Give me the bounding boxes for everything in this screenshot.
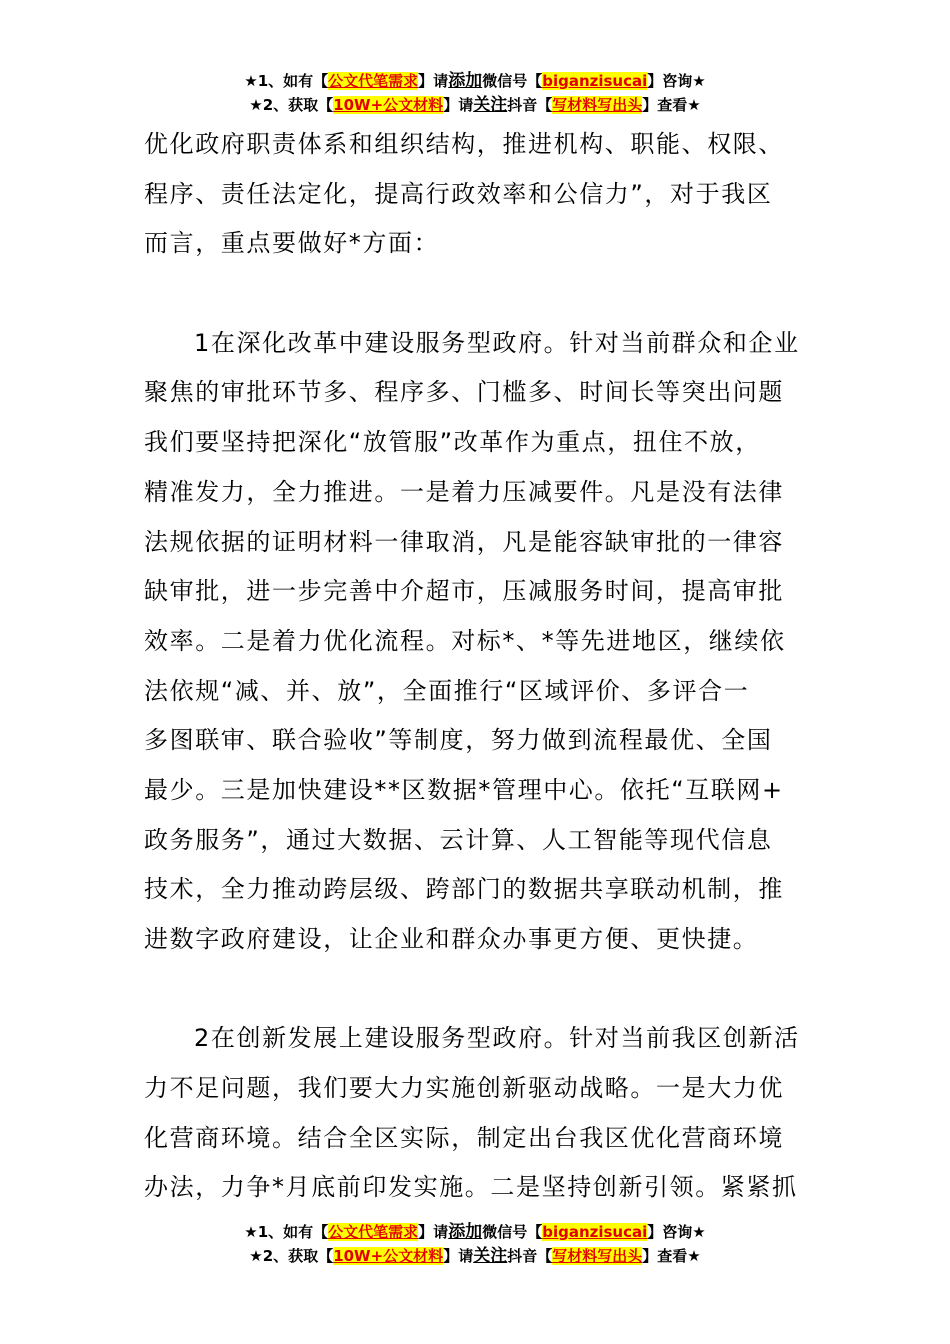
banner-text: 】请 <box>418 72 449 90</box>
banner-emphasis: 添加 <box>448 1222 483 1242</box>
banner-emphasis: 关注 <box>473 95 508 115</box>
banner-line-2 <box>0 93 950 117</box>
text-line: 法规依据的证明材料一律取消，凡是能容缺审批的一律容 <box>144 527 784 556</box>
banner-highlight: 公文代笔需求 <box>328 72 419 90</box>
banner-text: 】咨询★ <box>647 72 706 90</box>
text-line: 而言，重点要做好*方面： <box>144 229 440 258</box>
banner-text: 】查看★ <box>642 96 701 114</box>
text-line: 力不足问题，我们要大力实施创新驱动战略。一是大力优 <box>144 1074 784 1103</box>
text-line: 聚焦的审批环节多、程序多、门槛多、时间长等突出问题 <box>144 378 784 407</box>
banner-highlight: 10W+公文材料 <box>333 1247 444 1265</box>
banner-line-2 <box>0 1244 950 1268</box>
banner-text: 】请 <box>443 1247 474 1265</box>
text-line: 1在深化改革中建设服务型政府。针对当前群众和企业 <box>194 328 800 357</box>
text-line: 多图联审、联合验收”等制度，努力做到流程最优、全国 <box>144 726 773 755</box>
banner-text: ★2、获取【 <box>249 96 334 114</box>
banner-text: 】请 <box>418 1223 449 1241</box>
text-line: 效率。二是着力优化流程。对标*、*等先进地区，继续依 <box>144 626 786 655</box>
text-line: 办法，力争*月底前印发实施。二是坚持创新引领。紧紧抓 <box>144 1173 798 1202</box>
banner-text: 】查看★ <box>642 1247 701 1265</box>
text-line: 优化政府职责体系和组织结构，推进机构、职能、权限、 <box>144 130 784 158</box>
blank-line <box>144 269 824 319</box>
banner-text: 抖音【 <box>507 96 553 114</box>
intro-paragraph <box>144 120 824 269</box>
blank-line <box>144 965 824 1015</box>
banner-text: ★2、获取【 <box>249 1247 334 1265</box>
text-line: 缺审批，进一步完善中介超市，压减服务时间，提高审批 <box>144 577 784 606</box>
paragraph-1 <box>144 319 824 965</box>
text-line: 法依规“减、并、放”，全面推行“区域评价、多评合一 <box>144 676 750 705</box>
banner-text: ★1、如有【 <box>244 1223 329 1241</box>
banner-text: 抖音【 <box>507 1247 553 1265</box>
text-line: 进数字政府建设，让企业和群众办事更方便、更快捷。 <box>144 925 759 953</box>
banner-highlight: 写材料写出头 <box>552 96 643 114</box>
banner-highlight: 10W+公文材料 <box>333 96 444 114</box>
banner-text: 】请 <box>443 96 474 114</box>
banner-text: 微信号【 <box>482 1223 543 1241</box>
banner-text: 微信号【 <box>482 72 543 90</box>
header-banner <box>0 69 950 117</box>
banner-line-1 <box>0 1220 950 1244</box>
banner-highlight: biganzisucai <box>542 1223 648 1241</box>
text-line: 最少。三是加快建设**区数据*管理中心。依托“互联网+ <box>144 775 784 804</box>
text-line: 我们要坚持把深化“放管服”改革作为重点，扭住不放， <box>144 428 761 457</box>
banner-text: 】咨询★ <box>647 1223 706 1241</box>
footer-banner <box>0 1220 950 1268</box>
banner-highlight: biganzisucai <box>542 72 648 90</box>
text-line: 政务服务”，通过大数据、云计算、人工智能等现代信息 <box>144 825 773 854</box>
banner-highlight: 公文代笔需求 <box>328 1223 419 1241</box>
banner-highlight: 写材料写出头 <box>552 1247 643 1265</box>
banner-emphasis: 关注 <box>473 1246 508 1266</box>
text-line: 程序、责任法定化，提高行政效率和公信力”，对于我区 <box>144 179 773 208</box>
banner-emphasis: 添加 <box>448 71 483 91</box>
paragraph-2 <box>144 1014 824 1213</box>
text-line: 化营商环境。结合全区实际，制定出台我区优化营商环境 <box>144 1123 784 1152</box>
text-line: 精准发力，全力推进。一是着力压减要件。凡是没有法律 <box>144 477 784 506</box>
text-line: 2在创新发展上建设服务型政府。针对当前我区创新活 <box>194 1024 800 1053</box>
banner-line-1 <box>0 69 950 93</box>
text-line: 技术，全力推动跨层级、跨部门的数据共享联动机制，推 <box>144 875 784 904</box>
document-body <box>144 120 824 1213</box>
banner-text: ★1、如有【 <box>244 72 329 90</box>
